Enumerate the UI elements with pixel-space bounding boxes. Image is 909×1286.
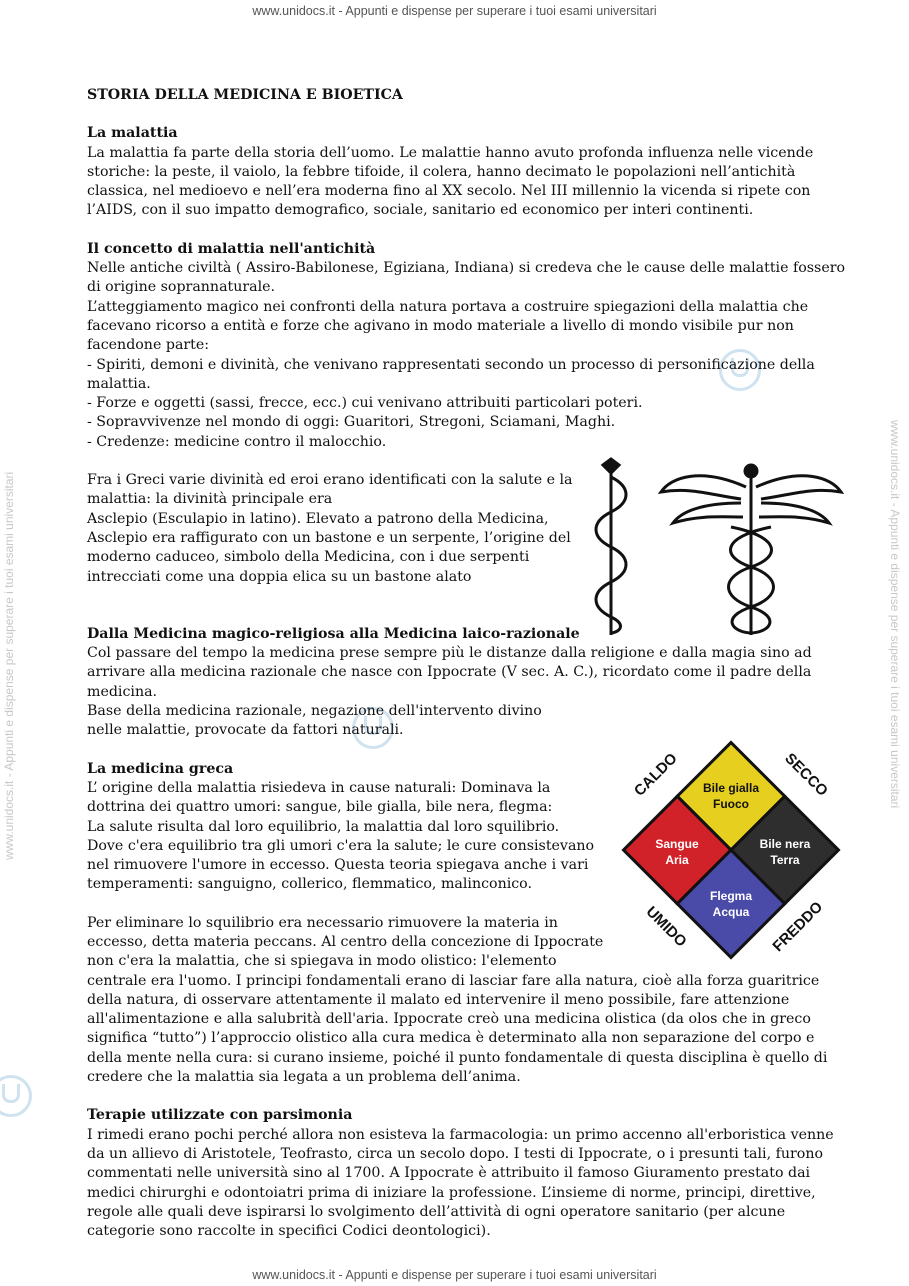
page-header: www.unidocs.it - Appunti e dispense per superare i tuoi esami universitari bbox=[252, 4, 657, 18]
heading-la-malattia: La malattia bbox=[87, 125, 178, 142]
paragraph-distanze: Col passare del tempo la medicina prese sempre più le distanze dalla religione e dalla magia sino ad arrivare alla medicina razionale che nasce con Ippocrate (V sec. A. C.), ricordato come il padre della medicina. bbox=[87, 645, 812, 700]
unidocs-watermark-icon bbox=[0, 1075, 32, 1117]
side-watermark-right: www.unidocs.it - Appunti e dispense per superare i tuoi esami universitari bbox=[888, 420, 902, 809]
label-umido: UMIDO bbox=[642, 902, 690, 951]
document-body bbox=[87, 86, 847, 1241]
humour-bottom-label-1: Flegma bbox=[709, 888, 753, 903]
humour-left-label-1: Sangue bbox=[655, 836, 699, 851]
paragraph-greci-line: intrecciati come una doppia elica su un bastone alato bbox=[87, 568, 472, 585]
heading-medicina-magico-religiosa: Dalla Medicina magico-religiosa alla Medicina laico-razionale bbox=[87, 625, 580, 642]
paragraph-greci-line: Asclepio (Esculapio in latino). Elevato a patrono della Medicina, bbox=[87, 510, 549, 527]
paragraph-antiche-civilta: Nelle antiche civiltà ( Assiro-Babilonese, Egiziana, Indiana) si credeva che le cause delle malattie fossero di origine soprannaturale. bbox=[87, 260, 846, 296]
paragraph-greci-line: moderno caduceo, simbolo della Medicina, con i due serpenti bbox=[87, 549, 530, 566]
label-secco: SECCO bbox=[781, 749, 832, 800]
paragraph-greci-line: malattia: la divinità principale era bbox=[87, 491, 333, 508]
side-watermark-left: www.unidocs.it - Appunti e dispense per superare i tuoi esami universitari bbox=[2, 471, 16, 860]
humour-top-label-1: Bile gialla bbox=[702, 780, 760, 795]
list-item: - Sopravvivenze nel mondo di oggi: Guaritori, Stregoni, Sciamani, Maghi. bbox=[87, 414, 616, 431]
paragraph-atteggiamento-magico: L’atteggiamento magico nei confronti della natura portava a costruire spiegazioni della malattia che facevano ricorso a entità e forze che agivano in modo materiale a livello di mondo visibile pur non facendone parte: bbox=[87, 298, 809, 354]
paragraph-medicina-razionale: Base della medicina razionale, negazione dell'intervento divino nelle malattie, provocate da fattori naturali. bbox=[87, 703, 542, 739]
paragraph-terapie: I rimedi erano pochi perché allora non esisteva la farmacologia: un primo accenno all'erboristica venne da un allievo di Aristotele, Teofrasto, circa un secolo dopo. I testi di Ippocrate, o i presunti tali, furono commentati nelle università sino al 1700. A Ippocrate è attribuito il famoso Giuramento prestato dai medici chirurghi e odontoiatri prima di iniziare la professione. L’insieme di norme, principi, direttive, regole alle quali deve ispirarsi lo svolgimento dell’attività di ogni operatore sanitario (per alcune categorie sono raccolte in specifici Codici deontologici). bbox=[87, 1126, 834, 1240]
humour-right-label-1: Bile nera bbox=[759, 836, 811, 851]
paragraph-greci-line: Fra i Greci varie divinità ed eroi erano identificati con la salute e la bbox=[87, 472, 573, 489]
paragraph-materia-peccans: Per eliminare lo squilibrio era necessario rimuovere la materia in eccesso, detta materia peccans. Al centro della concezione di Ippocrate non c'era la malattia, che si spiegava in modo olistico: l'elemento centrale era l'uomo. I principi fondamentali erano di lasciar fare alla natura, cioè alla forza guaritrice della natura, di osservare attentamente il malato ed intervenire il meno possibile, fare attenzione all'alimentazione e alla salubrità dell'aria. Ippocrate creò una medicina olistica (da olos che in greco significa “tutto”) l’approccio olistico alla cura medica è determinato alla non separazione del corpo e della mente nella cura: si curano insieme, poiché il punto fondamentale di questa disciplina è quello di credere che la malattia sia legata a un problema dell’anima. bbox=[87, 914, 828, 1086]
list-item: - Forze e oggetti (sassi, frecce, ecc.) cui venivano attribuiti particolari poteri. bbox=[87, 395, 643, 412]
paragraph-greci-line: Asclepio era raffigurato con un bastone e un serpente, l’origine del bbox=[87, 529, 571, 546]
heading-terapie: Terapie utilizzate con parsimonia bbox=[87, 1107, 353, 1124]
list-item: - Credenze: medicine contro il malocchio. bbox=[87, 433, 387, 450]
paragraph-origine-malattia: L’ origine della malattia risiedeva in cause naturali: Dominava la dottrina dei quattro umori: sangue, bile gialla, bile nera, flegma: bbox=[87, 779, 553, 816]
rod-of-asclepius-icon bbox=[596, 459, 626, 635]
paragraph-la-malattia: La malattia fa parte della storia dell’uomo. Le malattie hanno avuto profonda influenza nelle vicende storiche: la peste, il vaiolo, la febbre tifoide, il colera, hanno decimato le popolazioni nell’antichità classica, nel medioevo e nell’era moderna fino al XX secolo. Nel III millennio la vicenda si ripete con l’AIDS, con il suo impatto demografico, sociale, sanitario ed economico per interi continenti. bbox=[87, 144, 814, 219]
four-humours-diagram bbox=[611, 730, 851, 970]
humour-right-label-2: Terra bbox=[770, 852, 800, 867]
heading-concetto-malattia: Il concetto di malattia nell'antichità bbox=[87, 240, 376, 257]
paragraph-equilibrio: La salute risulta dal loro equilibrio, la malattia dal loro squilibrio. bbox=[87, 818, 560, 835]
document-title: STORIA DELLA MEDICINA E BIOETICA bbox=[87, 87, 403, 103]
caduceus-illustration bbox=[581, 457, 861, 637]
humour-top-label-2: Fuoco bbox=[713, 796, 749, 811]
label-caldo: CALDO bbox=[630, 749, 681, 800]
heading-medicina-greca: La medicina greca bbox=[87, 760, 234, 777]
list-item: - Spiriti, demoni e divinità, che venivano rappresentati secondo un processo di personificazione della malattia. bbox=[87, 356, 815, 392]
caduceus-icon bbox=[661, 465, 841, 635]
humour-left-label-2: Aria bbox=[665, 852, 689, 867]
humour-bottom-label-2: Acqua bbox=[712, 904, 750, 919]
paragraph-umori: Dove c'era equilibrio tra gli umori c'era la salute; le cure consistevano nel rimuovere l'umore in eccesso. Questa teoria spiegava anche i vari temperamenti: sanguigno, collerico, flemmatico, malinconico. bbox=[87, 837, 595, 893]
page-footer: www.unidocs.it - Appunti e dispense per superare i tuoi esami universitari bbox=[252, 1268, 657, 1282]
label-freddo: FREDDO bbox=[769, 898, 827, 955]
